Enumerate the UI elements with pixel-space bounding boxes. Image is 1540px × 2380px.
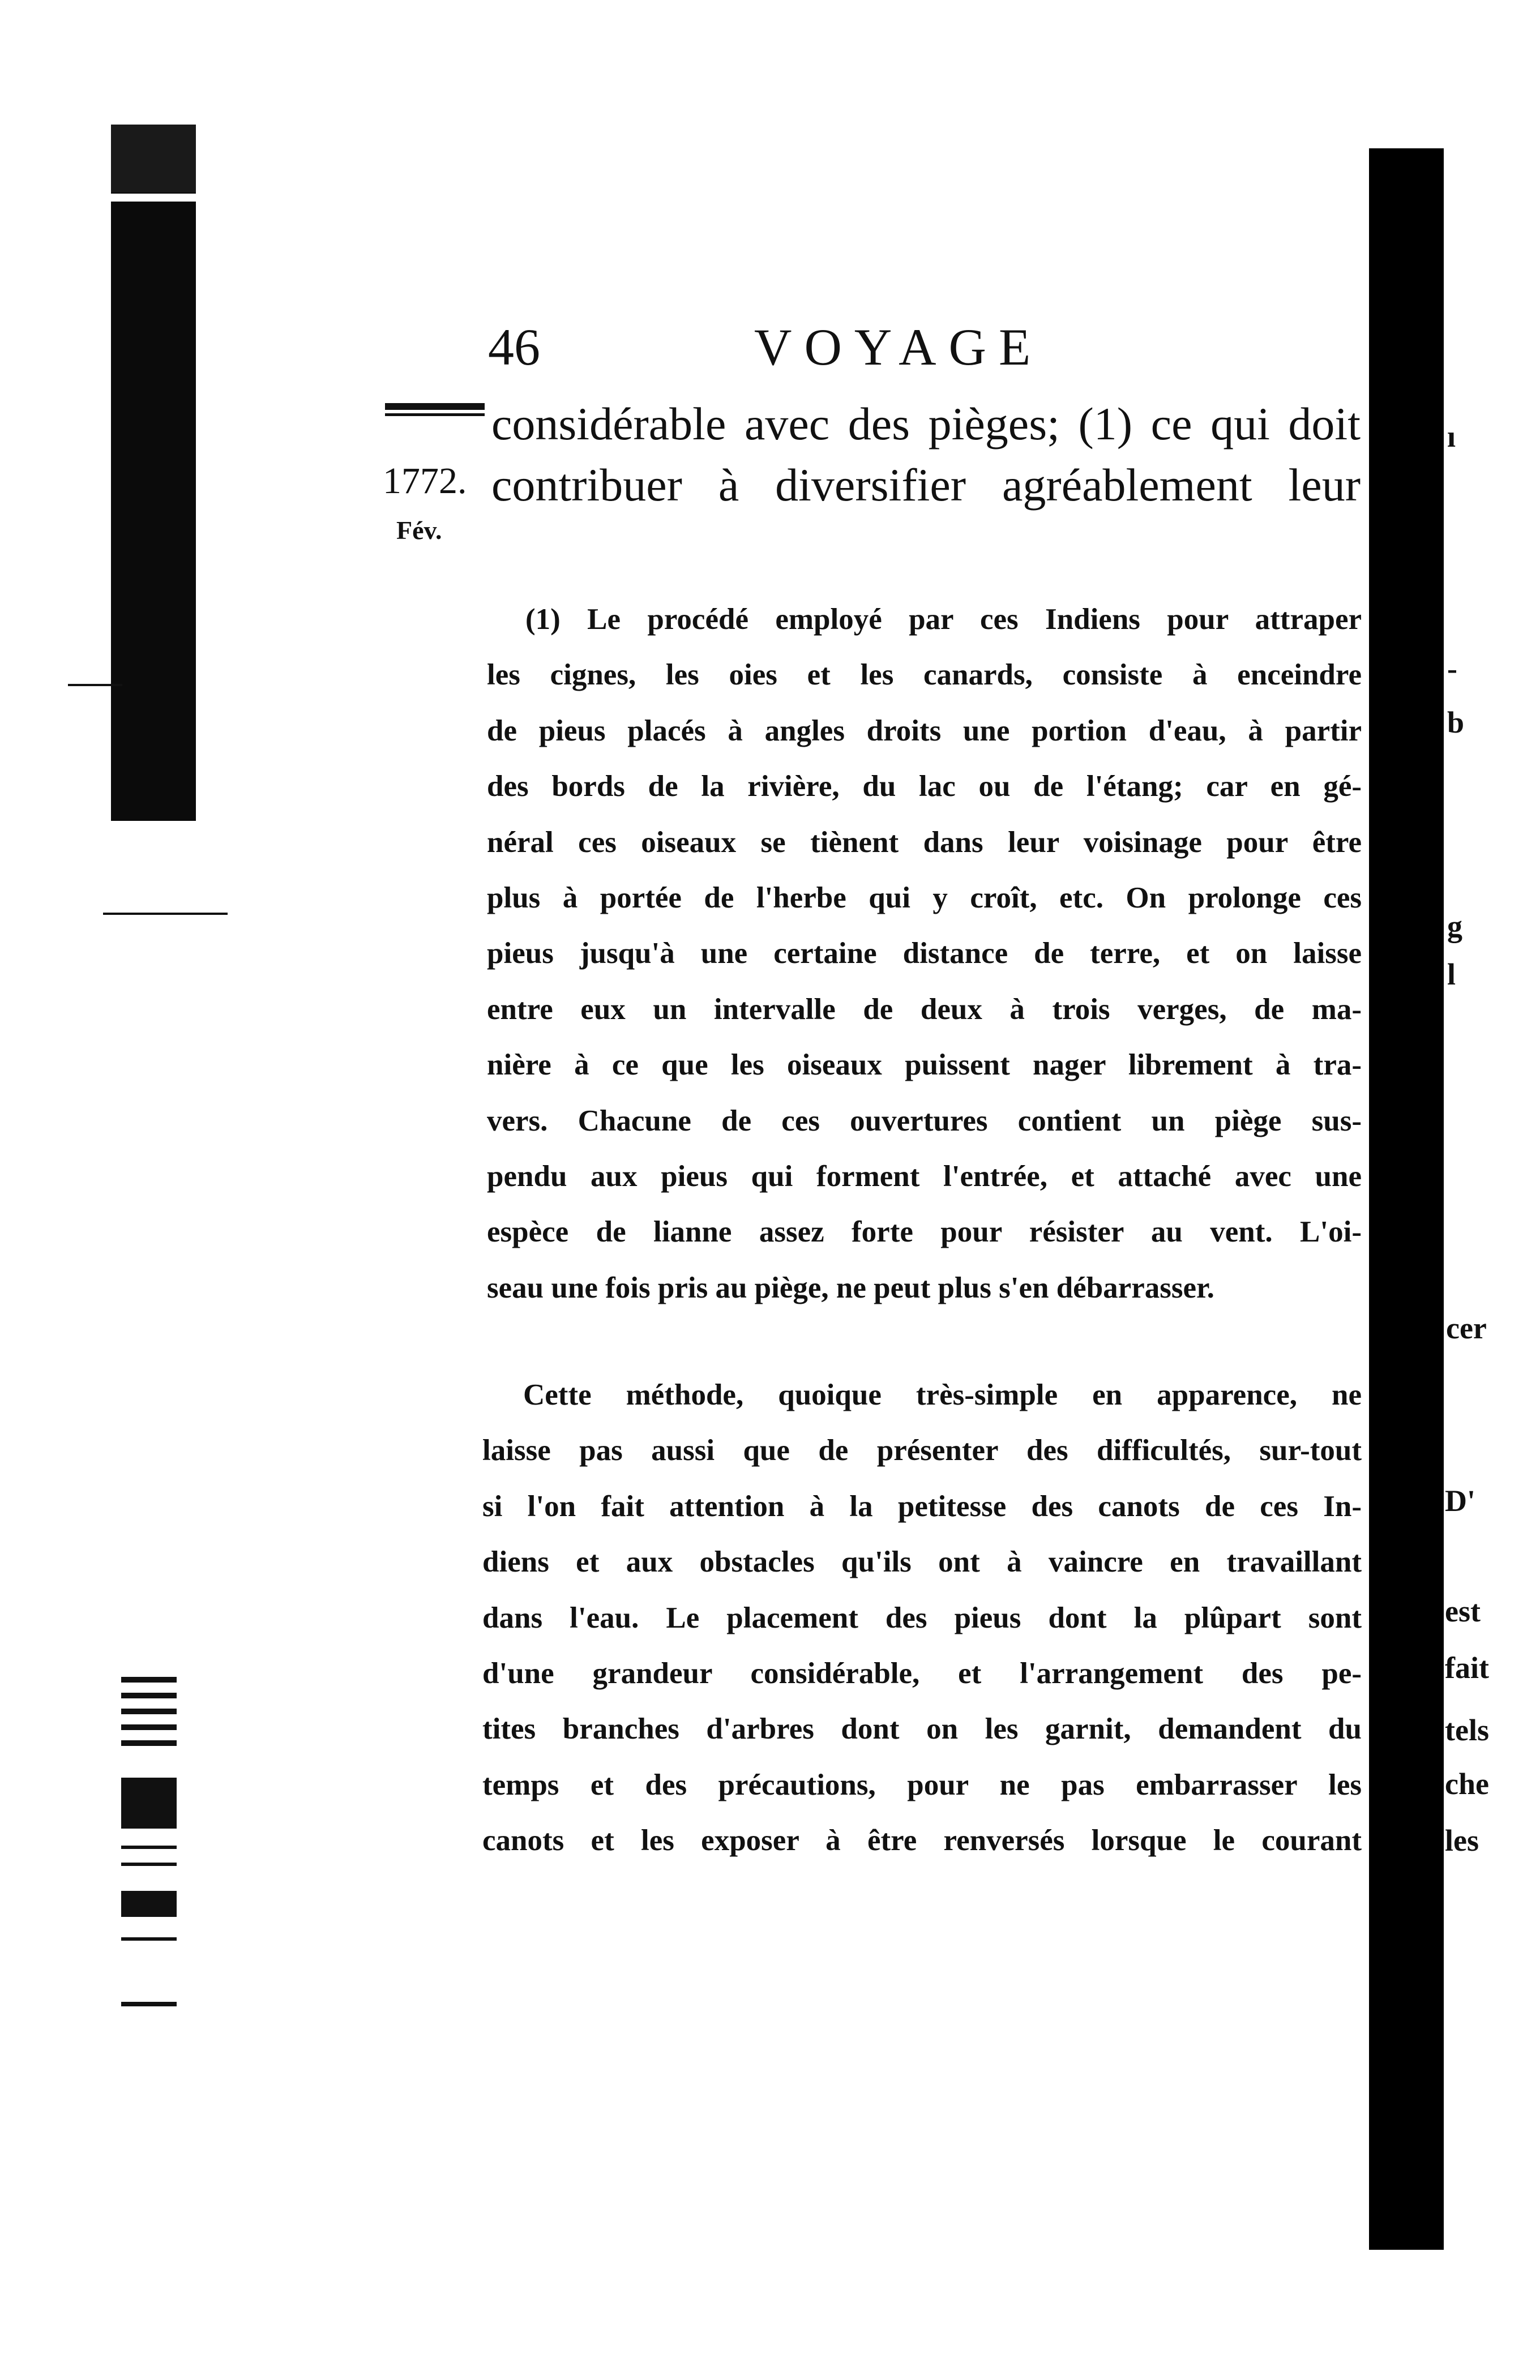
footnote: [487, 592, 1362, 1316]
paragraph-line: Cette méthode, quoique très-simple en apparence, ne: [523, 1379, 1362, 1411]
footnote-line: pendu aux pieus qui forment l'entrée, et attaché avec une: [487, 1160, 1362, 1193]
bleed-fragment: fait: [1445, 1651, 1489, 1685]
footnote-line: plus à portée de l'herbe qui y croît, etc. On prolonge ces: [487, 881, 1362, 915]
body-paragraph: [482, 1367, 1362, 1869]
scan-edge-left-top: [111, 125, 196, 192]
scan-rule: [103, 913, 228, 915]
paragraph-line: diens et aux obstacles qu'ils ont à vaincre en travaillant: [482, 1546, 1362, 1579]
margin-rule: [385, 403, 485, 410]
scan-mark: [121, 1709, 177, 1714]
scan-mark: [121, 1724, 177, 1730]
facing-page-bleed: [1443, 0, 1540, 2380]
footnote-line: des bords de la rivière, du lac ou de l'étang; car en gé-: [487, 770, 1362, 803]
footnote-line: seau une fois pris au piège, ne peut plus s'en débarrasser.: [487, 1271, 1214, 1304]
footnote-line: entre eux un intervalle de deux à trois verges, de ma-: [487, 992, 1362, 1026]
paragraph-line: dans l'eau. Le placement des pieus dont la plûpart sont: [482, 1601, 1362, 1634]
bleed-fragment: ı: [1447, 420, 1456, 453]
paragraph-line: d'une grandeur considérable, et l'arrangement des pe-: [482, 1657, 1362, 1690]
bleed-fragment: b: [1447, 705, 1465, 739]
scan-mark: [121, 1693, 177, 1698]
bleed-fragment: g: [1447, 909, 1462, 943]
running-title: VOYAGE: [754, 318, 1043, 376]
footnote-line: pieus jusqu'à une certaine distance de terre, et on laisse: [487, 937, 1362, 970]
bleed-fragment: l: [1447, 957, 1456, 991]
bleed-fragment: cer: [1446, 1311, 1487, 1345]
footnote-line: (1) Le procédé employé par ces Indiens pour attraper: [525, 603, 1362, 636]
bleed-fragment: che: [1445, 1767, 1489, 1801]
paragraph-line: si l'on fait attention à la petitesse des canots de ces In-: [482, 1489, 1362, 1523]
page-number: 46: [488, 318, 540, 376]
footnote-line: les cignes, les oies et les canards, consiste à enceindre: [487, 658, 1362, 692]
paragraph-line: temps et des précautions, pour ne pas embarrasser les: [482, 1768, 1362, 1801]
margin-month: Fév.: [396, 516, 442, 545]
scan-mark: [121, 2002, 177, 2006]
bleed-fragment: -: [1447, 652, 1457, 686]
footnote-line: espèce de lianne assez forte pour résister au vent. L'oi-: [487, 1215, 1362, 1249]
scan-mark: [121, 1937, 177, 1941]
scan-edge-left: [111, 125, 196, 821]
paragraph-line: tites branches d'arbres dont on les garnit, demandent du: [482, 1713, 1362, 1746]
paragraph-line: laisse pas aussi que de présenter des difficultés, sur-tout: [482, 1434, 1362, 1467]
scan-mark: [121, 1677, 177, 1683]
scan-mark: [121, 1863, 177, 1866]
scan-mark: [121, 1846, 177, 1849]
bleed-fragment: est: [1445, 1594, 1481, 1628]
footnote-line: nière à ce que les oiseaux puissent nager librement à tra-: [487, 1048, 1362, 1082]
footnote-line: de pieus placés à angles droits une portion d'eau, à partir: [487, 714, 1362, 747]
bleed-fragment: tels: [1445, 1713, 1489, 1747]
text-line: contribuer à diversifier agréablement leur: [491, 459, 1361, 511]
scan-edge-gap: [111, 194, 196, 202]
margin-year: 1772.: [383, 460, 467, 502]
page-header: [488, 317, 1128, 385]
footnote-line: néral ces oiseaux se tiènent dans leur voisinage pour être: [487, 825, 1362, 859]
bleed-fragment: les: [1445, 1823, 1479, 1857]
bleed-fragment: D': [1445, 1484, 1475, 1518]
scan-mark: [121, 1778, 177, 1829]
scan-mark: [121, 1740, 177, 1746]
scan-mark: [121, 1891, 177, 1917]
margin-rule: [385, 413, 485, 416]
footnote-line: vers. Chacune de ces ouvertures contient un piège sus-: [487, 1104, 1362, 1137]
text-line: considérable avec des pièges; (1) ce qui doit: [491, 398, 1361, 450]
scan-rule: [68, 684, 122, 686]
main-text: [491, 393, 1361, 516]
paragraph-line: canots et les exposer à être renversés lorsque le courant: [482, 1824, 1362, 1857]
scan-edge-right: [1369, 148, 1444, 2250]
